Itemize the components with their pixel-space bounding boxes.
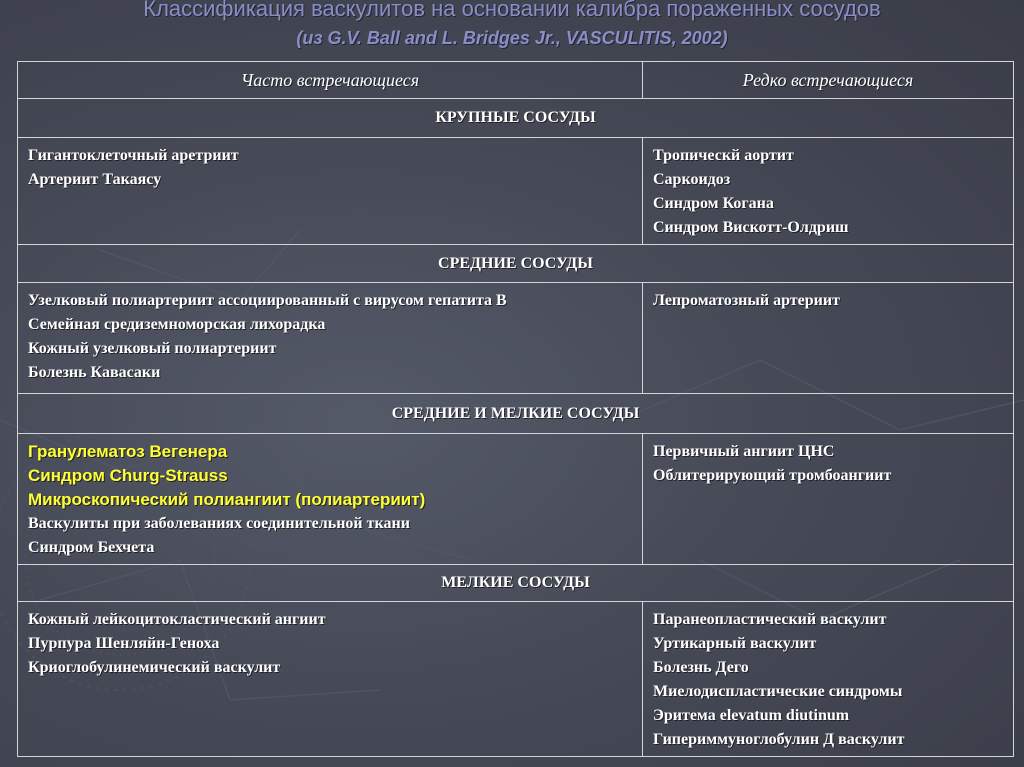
list-item: Семейная средиземноморская лихорадка (28, 316, 326, 333)
list-item: Болезнь Дего (653, 659, 749, 676)
list-item: Первичный ангиит ЦНС (653, 443, 835, 460)
section-content-medium-small (18, 434, 1014, 565)
common-cell (18, 283, 643, 394)
list-item: Синдром Вискотт-Олдриш (653, 219, 849, 236)
section-content-small (18, 602, 1014, 757)
common-cell (18, 602, 643, 757)
header-common: Часто встречающиеся (18, 62, 643, 99)
header-rare: Редко встречающиеся (643, 62, 1014, 99)
vasculitis-classification-table (17, 61, 1014, 757)
list-item: Гипериммуноглобулин Д васкулит (653, 731, 905, 748)
list-item: Васкулиты при заболеваниях соединительной ткани (28, 515, 410, 532)
list-item: Криоглобулинемический васкулит (28, 659, 281, 676)
section-row-large (18, 99, 1014, 138)
list-item: Тропическй аортит (653, 147, 794, 164)
list-item: Синдром Когана (653, 195, 774, 212)
rare-cell (643, 283, 1014, 394)
highlighted-list-item: Синдром Churg-Strauss (28, 466, 228, 485)
common-cell (18, 138, 643, 245)
section-label: СРЕДНИЕ И МЕЛКИЕ СОСУДЫ (18, 394, 1014, 434)
slide-subtitle: (из G.V. Ball and L. Bridges Jr., VASCULITIS, 2002) (296, 28, 728, 48)
rare-cell (643, 434, 1014, 565)
highlighted-list-item: Микроскопический полиангиит (полиартериит) (28, 490, 426, 509)
list-item: Миелодиспластические синдромы (653, 683, 903, 700)
header-row (18, 62, 1014, 99)
section-content-medium (18, 283, 1014, 394)
list-item: Кожный узелковый полиартериит (28, 340, 277, 357)
list-item: Уртикарный васкулит (653, 635, 817, 652)
section-content-large (18, 138, 1014, 245)
list-item: Артериит Такаясу (28, 171, 162, 188)
list-item: Пурпура Шенляйн-Геноха (28, 635, 220, 652)
list-item: Узелковый полиартериит ассоциированный с вирусом гепатита В (28, 292, 507, 309)
list-item: Облитерирующий тромбоангиит (653, 467, 892, 484)
highlighted-list-item: Гранулематоз Вегенера (28, 442, 228, 461)
list-item: Гигантоклеточный аретриит (28, 147, 239, 164)
slide-title: Классификация васкулитов на основании калибра пораженных сосудов (143, 0, 881, 21)
rare-cell (643, 602, 1014, 757)
list-item: Саркоидоз (653, 171, 731, 188)
section-row-medium-small (18, 394, 1014, 434)
common-cell (18, 434, 643, 565)
section-label: СРЕДНИЕ СОСУДЫ (18, 245, 1014, 283)
list-item: Болезнь Кавасаки (28, 364, 161, 381)
list-item: Паранеопластический васкулит (653, 611, 887, 628)
rare-cell (643, 138, 1014, 245)
section-label: МЕЛКИЕ СОСУДЫ (18, 565, 1014, 602)
list-item: Кожный лейкоцитокластический ангиит (28, 611, 326, 628)
section-row-medium (18, 245, 1014, 283)
list-item: Синдром Бехчета (28, 539, 155, 556)
list-item: Лепроматозный артериит (653, 292, 840, 309)
section-label: КРУПНЫЕ СОСУДЫ (18, 99, 1014, 138)
list-item: Эритема elevatum diutinum (653, 707, 850, 724)
section-row-small (18, 565, 1014, 602)
